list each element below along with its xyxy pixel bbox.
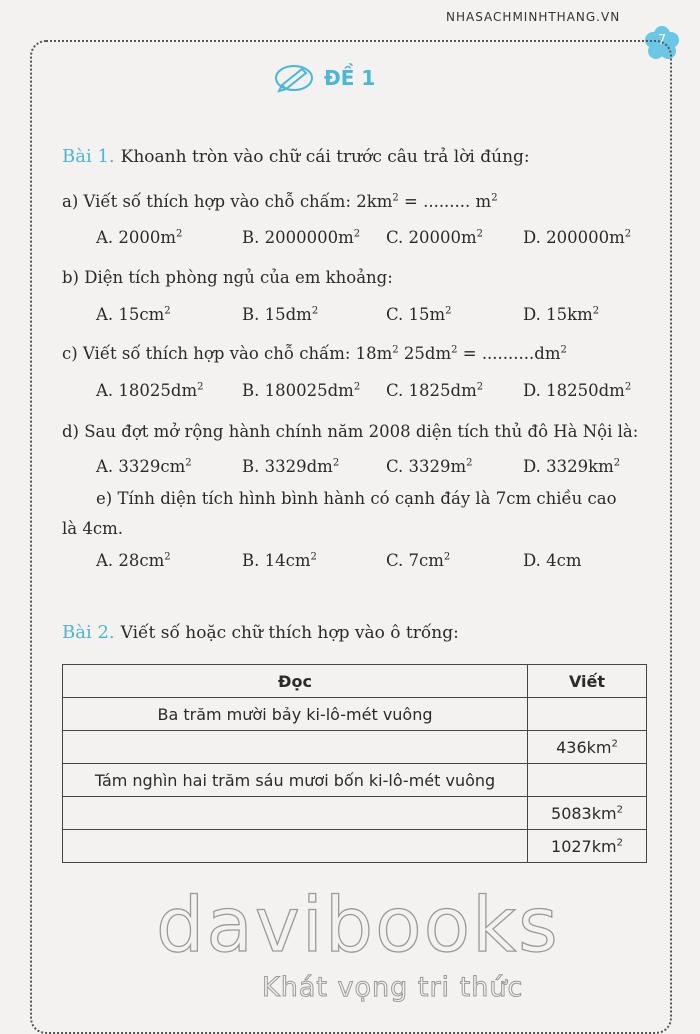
option-b-C[interactable]: C. $15m^2$ <box>386 305 452 324</box>
read-cell: Ba trăm mười bảy ki-lô-mét vuông <box>63 698 528 731</box>
option-b-A[interactable]: A. $15cm^2$ <box>96 305 171 324</box>
table-row <box>63 830 647 863</box>
option-e-A[interactable]: A. $28cm^2$ <box>96 551 171 570</box>
option-d-D[interactable]: D. $3329km^2$ <box>523 457 621 476</box>
option-a-B[interactable]: B. $2000000m^2$ <box>242 228 361 247</box>
bai1-label: Bài 1. <box>62 146 115 167</box>
options-c <box>96 381 656 403</box>
options-d <box>96 457 656 479</box>
table-header-row <box>63 665 647 698</box>
option-b-B[interactable]: B. $15dm^2$ <box>242 305 319 324</box>
bai2-heading <box>62 622 459 643</box>
option-c-B[interactable]: B. $180025dm^2$ <box>242 381 361 400</box>
write-cell-blank[interactable] <box>528 764 647 797</box>
read-cell: Tám nghìn hai trăm sáu mươi bốn ki-lô-mét vuông <box>63 764 528 797</box>
option-a-A[interactable]: A. $2000m^2$ <box>96 228 183 247</box>
pencil-note-icon <box>274 63 314 93</box>
page-number: 7 <box>657 33 667 48</box>
site-url: NHASACHMINHTHANG.VN <box>446 10 621 24</box>
watermark-brand: davibooks <box>156 880 560 969</box>
column-header-write: Viết <box>528 665 647 698</box>
read-write-table <box>62 664 647 863</box>
write-cell: $5083km^2$ <box>528 797 647 830</box>
write-cell-blank[interactable] <box>528 698 647 731</box>
watermark-slogan: Khát vọng tri thức <box>262 972 524 1003</box>
option-c-A[interactable]: A. $18025dm^2$ <box>96 381 204 400</box>
option-d-A[interactable]: A. $3329cm^2$ <box>96 457 192 476</box>
option-b-D[interactable]: D. $15km^2$ <box>523 305 600 324</box>
read-cell-blank[interactable] <box>63 797 528 830</box>
question-a: a) Viết số thích hợp vào chỗ chấm: $2km^2$ = ......... $m^2$ <box>62 192 498 211</box>
question-d: d) Sau đợt mở rộng hành chính năm 2008 diện tích thủ đô Hà Nội là: <box>62 422 639 441</box>
option-d-C[interactable]: C. $3329m^2$ <box>386 457 473 476</box>
page-title: ĐỀ 1 <box>324 66 376 90</box>
options-e <box>96 551 656 573</box>
bai1-instruction: Khoanh tròn vào chữ cái trước câu trả lời đúng: <box>120 147 530 167</box>
option-a-D[interactable]: D. $200000m^2$ <box>523 228 632 247</box>
option-e-C[interactable]: C. $7cm^2$ <box>386 551 451 570</box>
table-row <box>63 698 647 731</box>
option-c-D[interactable]: D. $18250dm^2$ <box>523 381 632 400</box>
write-cell: $436km^2$ <box>528 731 647 764</box>
options-a <box>96 228 656 250</box>
title-row <box>274 63 375 93</box>
table-row <box>63 764 647 797</box>
bai1-heading <box>62 146 530 167</box>
bai2-instruction: Viết số hoặc chữ thích hợp vào ô trống: <box>120 623 459 643</box>
question-c: c) Viết số thích hợp vào chỗ chấm: $18m^2$ $25dm^2 = ..........dm^2$ <box>62 344 567 363</box>
option-a-C[interactable]: C. $20000m^2$ <box>386 228 484 247</box>
option-e-D[interactable]: D. 4cm <box>523 551 582 570</box>
table-row <box>63 797 647 830</box>
options-b <box>96 305 656 327</box>
column-header-read: Đọc <box>63 665 528 698</box>
read-cell-blank[interactable] <box>63 731 528 764</box>
write-cell: $1027km^2$ <box>528 830 647 863</box>
question-e-line1: e) Tính diện tích hình bình hành có cạnh đáy là 7cm chiều cao <box>96 489 617 508</box>
option-c-C[interactable]: C. $1825dm^2$ <box>386 381 484 400</box>
read-cell-blank[interactable] <box>63 830 528 863</box>
question-b: b) Diện tích phòng ngủ của em khoảng: <box>62 268 393 287</box>
question-e-line2: là 4cm. <box>62 519 123 538</box>
option-d-B[interactable]: B. $3329dm^2$ <box>242 457 340 476</box>
bai2-label: Bài 2. <box>62 622 115 643</box>
table-row <box>63 731 647 764</box>
option-e-B[interactable]: B. $14cm^2$ <box>242 551 317 570</box>
